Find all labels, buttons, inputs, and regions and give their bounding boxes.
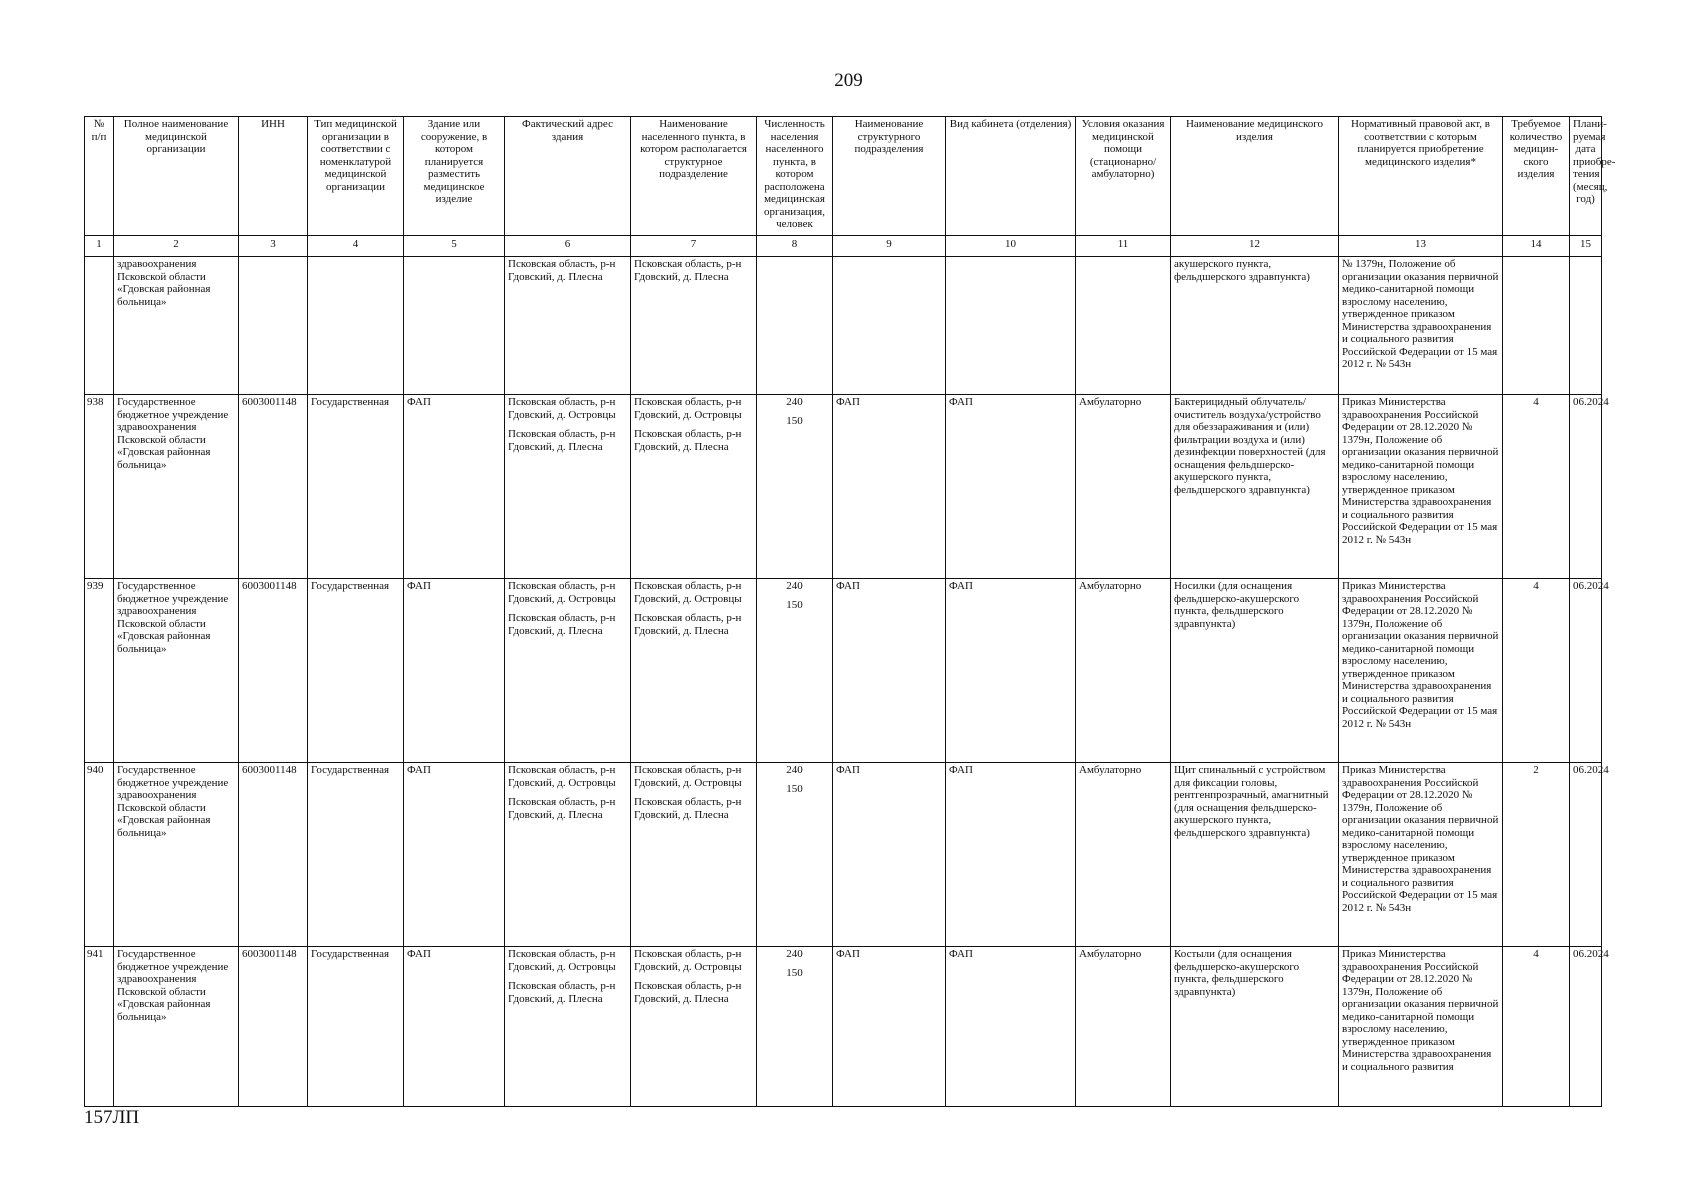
- address-line: Псковская область, р-н Гдовский, д. Плесна: [508, 980, 616, 1005]
- unit-cell: ФАП: [833, 579, 946, 763]
- page-number: 209: [834, 70, 863, 91]
- conditions-cell: Амбулаторно: [1076, 395, 1171, 579]
- population-value: 150: [786, 782, 803, 795]
- date-cell: 06.2024: [1570, 395, 1602, 579]
- unit-cell: ФАП: [833, 395, 946, 579]
- cabinet-cell: ФАП: [946, 947, 1076, 1107]
- address-line: Псковская область, р-н Гдовский, д. Островцы: [508, 948, 616, 973]
- address-cell: [505, 395, 631, 579]
- address-line: Псковская область, р-н Гдовский, д. Плесна: [508, 428, 616, 453]
- column-number: 6: [505, 236, 631, 257]
- unit-cell: ФАП: [833, 947, 946, 1107]
- equipment-table: [84, 116, 1616, 1107]
- settlement-line: Псковская область, р-н Гдовский, д. Плесна: [634, 612, 742, 637]
- address-cell: [505, 763, 631, 947]
- column-number: 15: [1570, 236, 1602, 257]
- settlement-line: Псковская область, р-н Гдовский, д. Островцы: [634, 948, 742, 973]
- device-cell: Щит спинальный с устройством для фиксации головы, рентгенпрозрачный, амагнитный (для оснащения фельдшерско-акушерского пункта, фельдшерского здравпункта): [1171, 763, 1339, 947]
- inn-cell: 6003001148: [239, 395, 308, 579]
- row-number-cell: 938: [85, 395, 114, 579]
- device-cell: акушерского пункта, фельдшерского здравпункта): [1171, 257, 1339, 395]
- population-value: 240: [786, 580, 803, 592]
- organization-cell: Государственное бюджетное учреждение здравоохранения Псковской области «Гдовская районная больница»: [114, 947, 239, 1107]
- document-code: 157ЛП: [84, 1107, 140, 1128]
- row-number-cell: 941: [85, 947, 114, 1107]
- settlement-line: Псковская область, р-н Гдовский, д. Плесна: [634, 428, 742, 453]
- settlement-line: Псковская область, р-н Гдовский, д. Островцы: [634, 764, 742, 789]
- population-cell: [757, 257, 833, 395]
- population-value: 150: [786, 598, 803, 611]
- column-header: Полное наименование медицинской организации: [114, 117, 239, 236]
- conditions-cell: Амбулаторно: [1076, 579, 1171, 763]
- settlement-line: Псковская область, р-н Гдовский, д. Островцы: [634, 580, 742, 605]
- population-cell: [757, 763, 833, 947]
- org-type-cell: Государственная: [308, 947, 404, 1107]
- header-row: [85, 117, 1602, 236]
- quantity-cell: [1503, 257, 1570, 395]
- legal-act-cell: Приказ Министерства здравоохранения Российской Федерации от 28.12.2020 № 1379н, Положение об организации оказания первичной медико-санитарной помощи взрослому населению, утвержденное приказом Министерства здравоохранения и социального развития: [1339, 947, 1503, 1107]
- org-type-cell: [308, 257, 404, 395]
- column-number: 14: [1503, 236, 1570, 257]
- address-line: Псковская область, р-н Гдовский, д. Островцы: [508, 580, 616, 605]
- population-value: 240: [786, 396, 803, 408]
- conditions-cell: [1076, 257, 1171, 395]
- device-cell: Носилки (для оснащения фельдшерско-акушерского пункта, фельдшерского здравпункта): [1171, 579, 1339, 763]
- organization-cell: Государственное бюджетное учреждение здравоохранения Псковской области «Гдовская районная больница»: [114, 395, 239, 579]
- column-header: Фактический адрес здания: [505, 117, 631, 236]
- cabinet-cell: ФАП: [946, 395, 1076, 579]
- population-cell: [757, 947, 833, 1107]
- building-cell: ФАП: [404, 763, 505, 947]
- column-number: 3: [239, 236, 308, 257]
- legal-act-cell: Приказ Министерства здравоохранения Российской Федерации от 28.12.2020 № 1379н, Положение об организации оказания первичной медико-санитарной помощи взрослому населению, утвержденное приказом Министерства здравоохранения и социального развития Российской Федерации от 15 мая 2012 г. № 543н: [1339, 763, 1503, 947]
- address-cell: [505, 947, 631, 1107]
- inn-cell: 6003001148: [239, 579, 308, 763]
- column-header: Нормативный правовой акт, в соответствии с которым планируется приобретение медицинского изделия*: [1339, 117, 1503, 236]
- table-row-continuation: [85, 257, 1602, 395]
- column-number: 11: [1076, 236, 1171, 257]
- column-header: Требуемое количество медицин-ского изделия: [1503, 117, 1570, 236]
- address-line: Псковская область, р-н Гдовский, д. Островцы: [508, 396, 616, 421]
- unit-cell: [833, 257, 946, 395]
- conditions-cell: Амбулаторно: [1076, 947, 1171, 1107]
- date-cell: 06.2024: [1570, 947, 1602, 1107]
- column-header: Численность населения населенного пункта, в котором расположена медицинская организация, человек: [757, 117, 833, 236]
- population-cell: [757, 579, 833, 763]
- settlement-cell: Псковская область, р-н Гдовский, д. Плесна: [631, 257, 757, 395]
- legal-act-cell: Приказ Министерства здравоохранения Российской Федерации от 28.12.2020 № 1379н, Положение об организации оказания первичной медико-санитарной помощи взрослому населению, утвержденное приказом Министерства здравоохранения и социального развития Российской Федерации от 15 мая 2012 г. № 543н: [1339, 395, 1503, 579]
- column-header: Наименование медицинского изделия: [1171, 117, 1339, 236]
- legal-act-cell: № 1379н, Положение об организации оказания первичной медико-санитарной помощи взрослому населению, утвержденное приказом Министерства здравоохранения и социального развития Российской Федерации от 15 мая 2012 г. № 543н: [1339, 257, 1503, 395]
- settlement-cell: [631, 763, 757, 947]
- building-cell: ФАП: [404, 395, 505, 579]
- table-row: [85, 395, 1602, 579]
- building-cell: ФАП: [404, 579, 505, 763]
- column-header: Плани-руемая дата приобре-тения (месяц, год): [1570, 117, 1602, 236]
- column-header: Наименование структурного подразделения: [833, 117, 946, 236]
- cabinet-cell: ФАП: [946, 763, 1076, 947]
- population-value: 240: [786, 948, 803, 960]
- column-number: 5: [404, 236, 505, 257]
- column-number: 4: [308, 236, 404, 257]
- address-cell: Псковская область, р-н Гдовский, д. Плесна: [505, 257, 631, 395]
- population-cell: [757, 395, 833, 579]
- cabinet-cell: ФАП: [946, 579, 1076, 763]
- population-value: 240: [786, 764, 803, 776]
- organization-cell: здравоохранения Псковской области «Гдовская районная больница»: [114, 257, 239, 395]
- column-number: 8: [757, 236, 833, 257]
- population-value: 150: [786, 966, 803, 979]
- organization-cell: Государственное бюджетное учреждение здравоохранения Псковской области «Гдовская районная больница»: [114, 579, 239, 763]
- row-number-cell: [85, 257, 114, 395]
- date-cell: 06.2024: [1570, 763, 1602, 947]
- column-number: 12: [1171, 236, 1339, 257]
- population-value: 150: [786, 414, 803, 427]
- device-cell: Бактерицидный облучатель/очиститель воздуха/устройство для обеззараживания и (или) фильтрации воздуха и (или) дезинфекции поверхностей (для оснащения фельдшерско-акушерского пункта, фельдшерского здравпункта): [1171, 395, 1339, 579]
- settlement-cell: [631, 947, 757, 1107]
- column-header: Тип медицинской организации в соответствии с номенклатурой медицинской организации: [308, 117, 404, 236]
- inn-cell: [239, 257, 308, 395]
- column-header: № п/п: [85, 117, 114, 236]
- inn-cell: 6003001148: [239, 947, 308, 1107]
- settlement-line: Псковская область, р-н Гдовский, д. Плесна: [634, 796, 742, 821]
- legal-act-cell: Приказ Министерства здравоохранения Российской Федерации от 28.12.2020 № 1379н, Положение об организации оказания первичной медико-санитарной помощи взрослому населению, утвержденное приказом Министерства здравоохранения и социального развития Российской Федерации от 15 мая 2012 г. № 543н: [1339, 579, 1503, 763]
- conditions-cell: Амбулаторно: [1076, 763, 1171, 947]
- quantity-cell: 2: [1503, 763, 1570, 947]
- column-number-row: [85, 236, 1602, 257]
- quantity-cell: 4: [1503, 579, 1570, 763]
- row-number-cell: 940: [85, 763, 114, 947]
- column-number: 13: [1339, 236, 1503, 257]
- column-number: 7: [631, 236, 757, 257]
- organization-cell: Государственное бюджетное учреждение здравоохранения Псковской области «Гдовская районная больница»: [114, 763, 239, 947]
- column-number: 2: [114, 236, 239, 257]
- org-type-cell: Государственная: [308, 763, 404, 947]
- column-number: 1: [85, 236, 114, 257]
- building-cell: ФАП: [404, 947, 505, 1107]
- address-cell: [505, 579, 631, 763]
- column-header: Наименование населенного пункта, в котором располагается структурное подразделение: [631, 117, 757, 236]
- inn-cell: 6003001148: [239, 763, 308, 947]
- cabinet-cell: [946, 257, 1076, 395]
- settlement-cell: [631, 579, 757, 763]
- column-number: 10: [946, 236, 1076, 257]
- unit-cell: ФАП: [833, 763, 946, 947]
- column-header: Здание или сооружение, в котором планируется разместить медицинское изделие: [404, 117, 505, 236]
- settlement-line: Псковская область, р-н Гдовский, д. Островцы: [634, 396, 742, 421]
- column-header: Условия оказания медицинской помощи (стационарно/ амбулаторно): [1076, 117, 1171, 236]
- quantity-cell: 4: [1503, 947, 1570, 1107]
- address-line: Псковская область, р-н Гдовский, д. Плесна: [508, 796, 616, 821]
- org-type-cell: Государственная: [308, 395, 404, 579]
- date-cell: [1570, 257, 1602, 395]
- table-row: [85, 947, 1602, 1107]
- table-row: [85, 763, 1602, 947]
- row-number-cell: 939: [85, 579, 114, 763]
- address-line: Псковская область, р-н Гдовский, д. Островцы: [508, 764, 616, 789]
- date-cell: 06.2024: [1570, 579, 1602, 763]
- quantity-cell: 4: [1503, 395, 1570, 579]
- org-type-cell: Государственная: [308, 579, 404, 763]
- device-cell: Костыли (для оснащения фельдшерско-акушерского пункта, фельдшерского здравпункта): [1171, 947, 1339, 1107]
- building-cell: [404, 257, 505, 395]
- address-line: Псковская область, р-н Гдовский, д. Плесна: [508, 612, 616, 637]
- table-row: [85, 579, 1602, 763]
- column-header: Вид кабинета (отделения): [946, 117, 1076, 236]
- column-header: ИНН: [239, 117, 308, 236]
- column-number: 9: [833, 236, 946, 257]
- settlement-cell: [631, 395, 757, 579]
- settlement-line: Псковская область, р-н Гдовский, д. Плесна: [634, 980, 742, 1005]
